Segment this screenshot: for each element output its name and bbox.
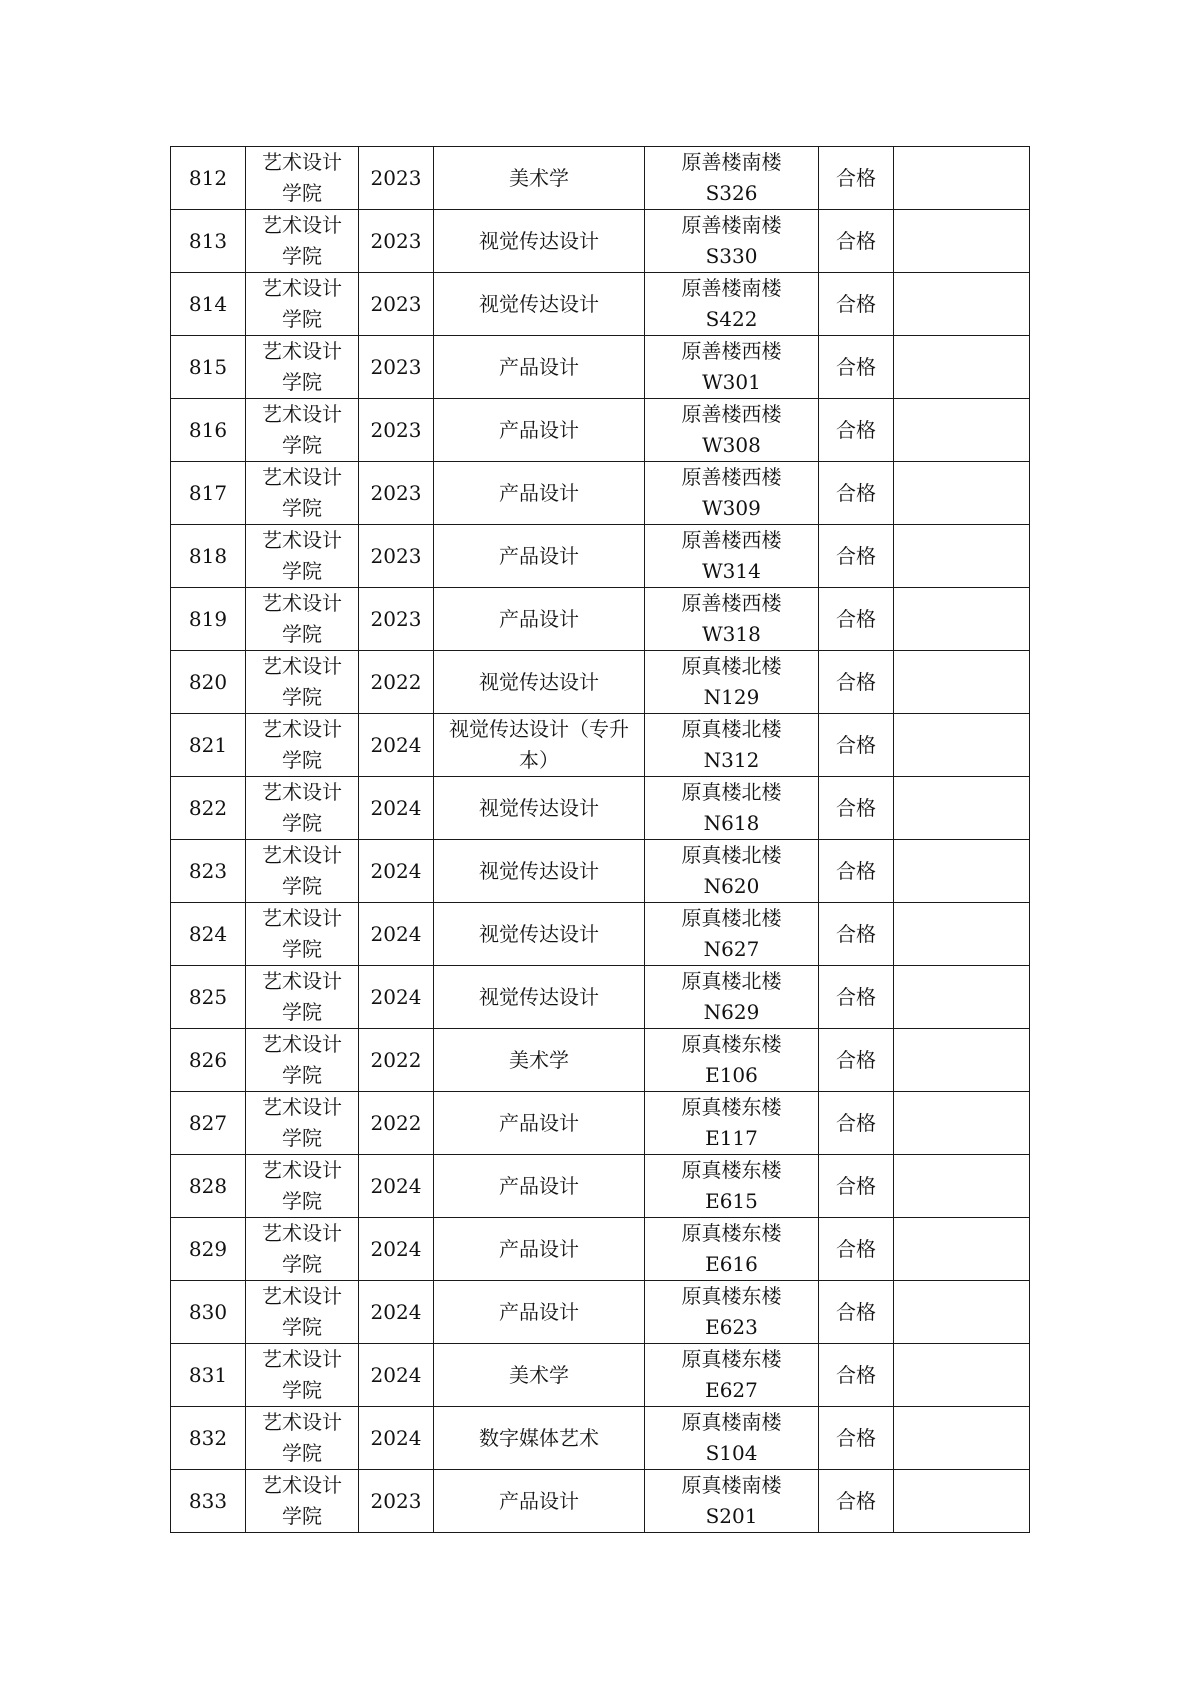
cell-college-line: 艺术设计 <box>262 780 342 804</box>
cell-room-line: S330 <box>705 244 758 268</box>
cell-room <box>645 399 819 462</box>
cell-grade-year: 2024 <box>359 1281 434 1344</box>
cell-room-line: 原真楼东楼 <box>681 1347 782 1371</box>
cell-result: 合格 <box>819 1029 894 1092</box>
cell-note <box>894 1344 1030 1407</box>
cell-room-line: E106 <box>705 1063 758 1087</box>
cell-room-line: 原真楼北楼 <box>681 654 782 678</box>
cell-result: 合格 <box>819 210 894 273</box>
table-row <box>171 651 1030 714</box>
cell-major-line: 产品设计 <box>499 354 579 379</box>
cell-college <box>246 1092 359 1155</box>
cell-number: 817 <box>171 462 246 525</box>
cell-number: 812 <box>171 147 246 210</box>
cell-room <box>645 588 819 651</box>
cell-grade-year: 2023 <box>359 273 434 336</box>
cell-room-line: S326 <box>705 181 758 205</box>
cell-room-line: 原真楼东楼 <box>681 1221 782 1245</box>
cell-note <box>894 777 1030 840</box>
cell-number: 819 <box>171 588 246 651</box>
cell-college-line: 学院 <box>282 1000 322 1024</box>
cell-result: 合格 <box>819 1344 894 1407</box>
cell-room <box>645 777 819 840</box>
cell-number: 825 <box>171 966 246 1029</box>
cell-college <box>246 462 359 525</box>
cell-college-line: 学院 <box>282 811 322 835</box>
cell-number: 833 <box>171 1470 246 1533</box>
cell-college-line: 学院 <box>282 244 322 268</box>
cell-room-line: S201 <box>705 1504 758 1528</box>
cell-grade-year: 2023 <box>359 336 434 399</box>
cell-number: 831 <box>171 1344 246 1407</box>
cell-college-line: 艺术设计 <box>262 1410 342 1434</box>
cell-room-line: N627 <box>703 937 760 961</box>
cell-college-line: 学院 <box>282 307 322 331</box>
cell-major-line: 视觉传达设计 <box>479 858 599 883</box>
table-row <box>171 336 1030 399</box>
cell-room <box>645 714 819 777</box>
cell-room-line: 原真楼东楼 <box>681 1032 782 1056</box>
cell-room <box>645 966 819 1029</box>
cell-result: 合格 <box>819 273 894 336</box>
cell-grade-year: 2023 <box>359 588 434 651</box>
cell-room <box>645 273 819 336</box>
cell-college-line: 艺术设计 <box>262 465 342 489</box>
cell-college-line: 学院 <box>282 874 322 898</box>
cell-major-line: 视觉传达设计 <box>479 669 599 694</box>
cell-result: 合格 <box>819 462 894 525</box>
cell-college-line: 学院 <box>282 1126 322 1150</box>
cell-major-line: 产品设计 <box>499 1236 579 1261</box>
cell-room <box>645 1218 819 1281</box>
cell-college-line: 艺术设计 <box>262 654 342 678</box>
cell-room-line: 原真楼南楼 <box>681 1410 782 1434</box>
cell-grade-year: 2023 <box>359 399 434 462</box>
cell-college-line: 艺术设计 <box>262 1347 342 1371</box>
cell-room <box>645 1155 819 1218</box>
cell-result: 合格 <box>819 588 894 651</box>
cell-room <box>645 903 819 966</box>
cell-grade-year: 2022 <box>359 651 434 714</box>
cell-college-line: 学院 <box>282 1315 322 1339</box>
cell-note <box>894 1281 1030 1344</box>
cell-college-line: 学院 <box>282 370 322 394</box>
cell-number: 821 <box>171 714 246 777</box>
cell-major-line: 产品设计 <box>499 1299 579 1324</box>
cell-room-line: 原真楼北楼 <box>681 780 782 804</box>
cell-college-line: 学院 <box>282 1504 322 1528</box>
cell-college <box>246 777 359 840</box>
cell-grade-year: 2024 <box>359 714 434 777</box>
table-row <box>171 1407 1030 1470</box>
cell-college <box>246 1218 359 1281</box>
cell-room-line: E615 <box>705 1189 758 1213</box>
cell-room-line: 原真楼北楼 <box>681 906 782 930</box>
cell-room-line: W308 <box>702 433 761 457</box>
cell-college-line: 学院 <box>282 1063 322 1087</box>
cell-college-line: 艺术设计 <box>262 906 342 930</box>
cell-number: 815 <box>171 336 246 399</box>
cell-room-line: 原真楼北楼 <box>681 717 782 741</box>
cell-college-line: 艺术设计 <box>262 276 342 300</box>
cell-grade-year: 2024 <box>359 1155 434 1218</box>
cell-room-line: 原善楼西楼 <box>681 528 782 552</box>
cell-college-line: 学院 <box>282 685 322 709</box>
cell-college <box>246 210 359 273</box>
cell-grade-year: 2023 <box>359 462 434 525</box>
cell-major-line: 产品设计 <box>499 1173 579 1198</box>
cell-note <box>894 1029 1030 1092</box>
cell-college-line: 艺术设计 <box>262 402 342 426</box>
cell-room <box>645 1029 819 1092</box>
cell-room-line: W314 <box>702 559 761 583</box>
table-row <box>171 1218 1030 1281</box>
cell-result: 合格 <box>819 714 894 777</box>
cell-result: 合格 <box>819 1092 894 1155</box>
cell-college <box>246 840 359 903</box>
cell-room <box>645 1281 819 1344</box>
cell-room-line: N629 <box>703 1000 760 1024</box>
table-row <box>171 840 1030 903</box>
cell-major <box>434 336 645 399</box>
cell-room <box>645 147 819 210</box>
cell-college <box>246 336 359 399</box>
cell-room-line: 原真楼北楼 <box>681 843 782 867</box>
cell-college-line: 艺术设计 <box>262 1158 342 1182</box>
cell-result: 合格 <box>819 777 894 840</box>
cell-note <box>894 462 1030 525</box>
cell-note <box>894 1470 1030 1533</box>
cell-note <box>894 210 1030 273</box>
cell-major-line: 视觉传达设计 <box>479 291 599 316</box>
cell-note <box>894 903 1030 966</box>
cell-note <box>894 1155 1030 1218</box>
cell-college-line: 学院 <box>282 433 322 457</box>
cell-major <box>434 210 645 273</box>
cell-college <box>246 1407 359 1470</box>
cell-grade-year: 2023 <box>359 210 434 273</box>
cell-note <box>894 651 1030 714</box>
cell-note <box>894 273 1030 336</box>
cell-result: 合格 <box>819 1470 894 1533</box>
cell-major-line: 视觉传达设计 <box>479 984 599 1009</box>
cell-number: 820 <box>171 651 246 714</box>
cell-number: 813 <box>171 210 246 273</box>
cell-number: 816 <box>171 399 246 462</box>
cell-college-line: 学院 <box>282 1378 322 1402</box>
cell-room-line: N620 <box>703 874 760 898</box>
cell-major <box>434 1218 645 1281</box>
cell-college-line: 学院 <box>282 622 322 646</box>
cell-college <box>246 147 359 210</box>
cell-major <box>434 1092 645 1155</box>
cell-major <box>434 1029 645 1092</box>
cell-room-line: E623 <box>705 1315 758 1339</box>
cell-result: 合格 <box>819 840 894 903</box>
cell-room <box>645 1470 819 1533</box>
cell-college-line: 艺术设计 <box>262 339 342 363</box>
cell-note <box>894 1092 1030 1155</box>
cell-result: 合格 <box>819 1218 894 1281</box>
cell-college <box>246 399 359 462</box>
cell-major <box>434 1407 645 1470</box>
cell-room <box>645 525 819 588</box>
cell-college-line: 学院 <box>282 181 322 205</box>
cell-major-line: 产品设计 <box>499 543 579 568</box>
cell-room-line: S104 <box>705 1441 758 1465</box>
cell-result: 合格 <box>819 1155 894 1218</box>
cell-room-line: 原善楼南楼 <box>681 213 782 237</box>
cell-college-line: 艺术设计 <box>262 1095 342 1119</box>
cell-result: 合格 <box>819 651 894 714</box>
cell-room <box>645 1092 819 1155</box>
cell-college-line: 艺术设计 <box>262 1221 342 1245</box>
cell-major <box>434 462 645 525</box>
cell-grade-year: 2023 <box>359 525 434 588</box>
table-row <box>171 777 1030 840</box>
cell-note <box>894 336 1030 399</box>
cell-room-line: N312 <box>703 748 760 772</box>
cell-room-line: 原善楼西楼 <box>681 465 782 489</box>
cell-grade-year: 2024 <box>359 966 434 1029</box>
cell-major <box>434 777 645 840</box>
cell-major-line: 视觉传达设计 <box>479 795 599 820</box>
cell-room <box>645 840 819 903</box>
cell-number: 828 <box>171 1155 246 1218</box>
cell-major-line: 产品设计 <box>499 480 579 505</box>
cell-room-line: S422 <box>705 307 758 331</box>
cell-major <box>434 1281 645 1344</box>
cell-major <box>434 273 645 336</box>
cell-college-line: 艺术设计 <box>262 969 342 993</box>
cell-college-line: 学院 <box>282 1441 322 1465</box>
cell-major <box>434 840 645 903</box>
cell-room-line: 原善楼西楼 <box>681 591 782 615</box>
cell-major <box>434 966 645 1029</box>
cell-room-line: N129 <box>703 685 760 709</box>
table-row <box>171 903 1030 966</box>
table-row <box>171 588 1030 651</box>
cell-room <box>645 336 819 399</box>
cell-college-line: 学院 <box>282 1252 322 1276</box>
table-row <box>171 525 1030 588</box>
cell-note <box>894 714 1030 777</box>
cell-college-line: 学院 <box>282 937 322 961</box>
cell-college <box>246 273 359 336</box>
cell-room-line: W309 <box>702 496 761 520</box>
cell-major-line: 美术学 <box>509 1362 569 1387</box>
cell-college <box>246 588 359 651</box>
cell-room-line: 原善楼西楼 <box>681 402 782 426</box>
cell-room <box>645 1344 819 1407</box>
table-row <box>171 462 1030 525</box>
cell-college-line: 艺术设计 <box>262 1284 342 1308</box>
cell-grade-year: 2024 <box>359 1344 434 1407</box>
cell-room-line: 原真楼东楼 <box>681 1095 782 1119</box>
cell-college-line: 艺术设计 <box>262 150 342 174</box>
cell-result: 合格 <box>819 399 894 462</box>
cell-major <box>434 1155 645 1218</box>
cell-number: 830 <box>171 1281 246 1344</box>
cell-note <box>894 1407 1030 1470</box>
cell-room <box>645 651 819 714</box>
cell-room-line: 原善楼西楼 <box>681 339 782 363</box>
cell-note <box>894 147 1030 210</box>
cell-room-line: 原善楼南楼 <box>681 150 782 174</box>
cell-result: 合格 <box>819 1281 894 1344</box>
cell-grade-year: 2024 <box>359 1407 434 1470</box>
cell-room-line: E117 <box>705 1126 758 1150</box>
cell-major-line: 产品设计 <box>499 606 579 631</box>
cell-number: 818 <box>171 525 246 588</box>
cell-room-line: 原真楼南楼 <box>681 1473 782 1497</box>
cell-college <box>246 525 359 588</box>
cell-college-line: 艺术设计 <box>262 591 342 615</box>
cell-room-line: 原善楼南楼 <box>681 276 782 300</box>
cell-college-line: 艺术设计 <box>262 1032 342 1056</box>
cell-result: 合格 <box>819 903 894 966</box>
cell-result: 合格 <box>819 336 894 399</box>
table-row <box>171 399 1030 462</box>
cell-major-line: 产品设计 <box>499 417 579 442</box>
cell-result: 合格 <box>819 147 894 210</box>
cell-college <box>246 1344 359 1407</box>
cell-college-line: 学院 <box>282 559 322 583</box>
cell-major <box>434 399 645 462</box>
cell-result: 合格 <box>819 966 894 1029</box>
cell-college <box>246 1470 359 1533</box>
cell-room-line: E627 <box>705 1378 758 1402</box>
cell-college-line: 艺术设计 <box>262 213 342 237</box>
cell-grade-year: 2022 <box>359 1029 434 1092</box>
cell-result: 合格 <box>819 525 894 588</box>
cell-college <box>246 903 359 966</box>
cell-major-line: 视觉传达设计 <box>479 921 599 946</box>
cell-major <box>434 1344 645 1407</box>
cell-major-line: 美术学 <box>509 1047 569 1072</box>
cell-major <box>434 903 645 966</box>
cell-note <box>894 588 1030 651</box>
table-row <box>171 147 1030 210</box>
cell-room-line: N618 <box>703 811 760 835</box>
inspection-table <box>170 146 1030 1533</box>
cell-number: 814 <box>171 273 246 336</box>
table-row <box>171 966 1030 1029</box>
cell-major-line: 视觉传达设计（专升 <box>449 717 629 741</box>
cell-result: 合格 <box>819 1407 894 1470</box>
cell-college-line: 艺术设计 <box>262 843 342 867</box>
cell-major <box>434 588 645 651</box>
table-row <box>171 1092 1030 1155</box>
cell-note <box>894 525 1030 588</box>
cell-grade-year: 2022 <box>359 1092 434 1155</box>
cell-number: 824 <box>171 903 246 966</box>
cell-note <box>894 840 1030 903</box>
cell-major <box>434 525 645 588</box>
cell-grade-year: 2023 <box>359 147 434 210</box>
cell-room-line: 原真楼北楼 <box>681 969 782 993</box>
cell-number: 826 <box>171 1029 246 1092</box>
table-row <box>171 273 1030 336</box>
table-row <box>171 1155 1030 1218</box>
cell-major-line: 本） <box>519 748 559 772</box>
cell-college <box>246 714 359 777</box>
table-row <box>171 1281 1030 1344</box>
cell-grade-year: 2024 <box>359 777 434 840</box>
cell-college <box>246 651 359 714</box>
cell-number: 829 <box>171 1218 246 1281</box>
cell-college-line: 艺术设计 <box>262 1473 342 1497</box>
cell-note <box>894 399 1030 462</box>
cell-college-line: 学院 <box>282 496 322 520</box>
cell-college <box>246 1281 359 1344</box>
cell-college-line: 艺术设计 <box>262 528 342 552</box>
cell-number: 827 <box>171 1092 246 1155</box>
cell-room-line: 原真楼东楼 <box>681 1158 782 1182</box>
cell-college-line: 学院 <box>282 1189 322 1213</box>
cell-grade-year: 2023 <box>359 1470 434 1533</box>
cell-major-line: 视觉传达设计 <box>479 228 599 253</box>
cell-major-line: 数字媒体艺术 <box>479 1425 599 1450</box>
cell-room-line: E616 <box>705 1252 758 1276</box>
cell-number: 822 <box>171 777 246 840</box>
cell-major <box>434 147 645 210</box>
cell-major-line: 产品设计 <box>499 1488 579 1513</box>
cell-major <box>434 1470 645 1533</box>
cell-college-line: 艺术设计 <box>262 717 342 741</box>
table-row <box>171 1344 1030 1407</box>
table-row <box>171 210 1030 273</box>
cell-room <box>645 1407 819 1470</box>
table-body <box>171 147 1030 1533</box>
cell-room <box>645 462 819 525</box>
cell-number: 832 <box>171 1407 246 1470</box>
cell-grade-year: 2024 <box>359 840 434 903</box>
cell-room <box>645 210 819 273</box>
cell-major-line: 产品设计 <box>499 1110 579 1135</box>
cell-room-line: 原真楼东楼 <box>681 1284 782 1308</box>
table-row <box>171 1470 1030 1533</box>
cell-note <box>894 1218 1030 1281</box>
cell-room-line: W318 <box>702 622 761 646</box>
cell-note <box>894 966 1030 1029</box>
cell-college <box>246 1155 359 1218</box>
table-row <box>171 714 1030 777</box>
cell-college <box>246 966 359 1029</box>
cell-room-line: W301 <box>702 370 761 394</box>
cell-grade-year: 2024 <box>359 1218 434 1281</box>
cell-college <box>246 1029 359 1092</box>
table-row <box>171 1029 1030 1092</box>
cell-major-line: 美术学 <box>509 165 569 190</box>
cell-major <box>434 714 645 777</box>
cell-college-line: 学院 <box>282 748 322 772</box>
cell-major <box>434 651 645 714</box>
cell-number: 823 <box>171 840 246 903</box>
cell-grade-year: 2024 <box>359 903 434 966</box>
